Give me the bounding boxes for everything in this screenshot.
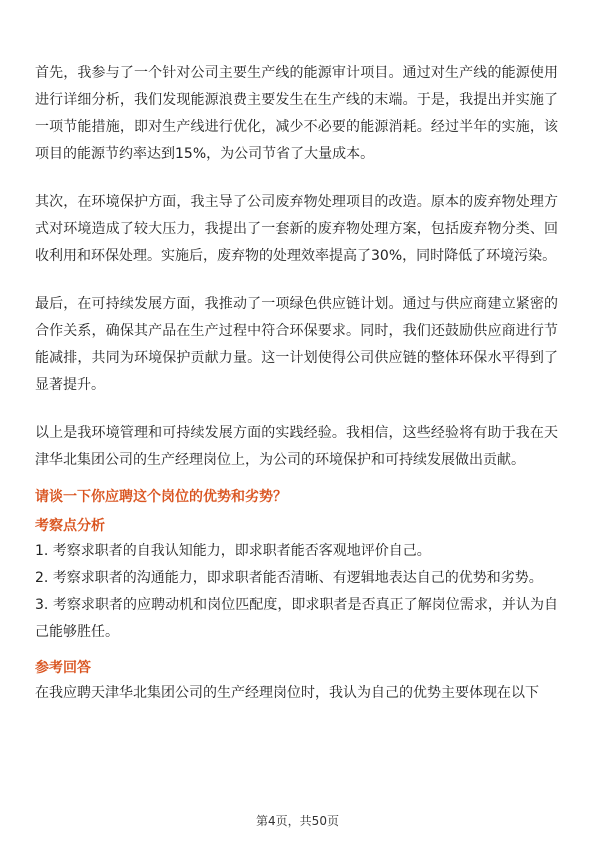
analysis-title: 考察点分析 [35,518,105,534]
paragraph-summary: 以上是我环境管理和可持续发展方面的实践经验。我相信，这些经验将有助于我在天津华北集团公司的生产经理岗位上，为公司的环境保护和可持续发展做出贡献。 [35,425,558,468]
paragraph-green-supply-chain: 最后，在可持续发展方面，我推动了一项绿色供应链计划。通过与供应商建立紧密的合作关系，确保其产品在生产过程中符合环保要求。同时，我们还鼓励供应商进行节能减排，共同为环境保护贡献力量。这一计划使得公司供应链的整体环保水平得到了显著提升。 [35,296,558,393]
paragraph-waste-treatment: 其次，在环境保护方面，我主导了公司废弃物处理项目的改造。原本的废弃物处理方式对环境造成了较大压力，我提出了一套新的废弃物处理方案，包括废弃物分类、回收利用和环保处理。实施后，废弃物的处理效率提高了30%，同时降低了环境污染。 [35,194,558,264]
section-spacer [35,646,558,652]
analysis-item: 2. 考察求职者的沟通能力，即求职者能否清晰、有逻辑地表达自己的优势和劣势。 [35,570,543,586]
answer-title: 参考回答 [35,660,91,676]
answer-text: 在我应聘天津华北集团公司的生产经理岗位时，我认为自己的优势主要体现在以下 [35,685,539,701]
page-number: 第4页，共50页 [256,814,339,828]
page-content [35,60,558,707]
paragraph-energy-audit: 首先，我参与了一个针对公司主要生产线的能源审计项目。通过对生产线的能源使用进行详细分析，我们发现能源浪费主要发生在生产线的末端。于是，我提出并实施了一项节能措施，即对生产线进行优化，减少不必要的能源消耗。经过半年的实施，该项目的能源节约率达到15%，为公司节省了大量成本。 [35,65,558,162]
interview-question: 请谈一下你应聘这个岗位的优势和劣势？ [35,489,287,505]
analysis-item: 1. 考察求职者的自我认知能力，即求职者能否客观地评价自己。 [35,543,431,559]
analysis-item: 3. 考察求职者的应聘动机和岗位匹配度，即求职者是否真正了解岗位需求，并认为自己能够胜任。 [35,597,558,640]
